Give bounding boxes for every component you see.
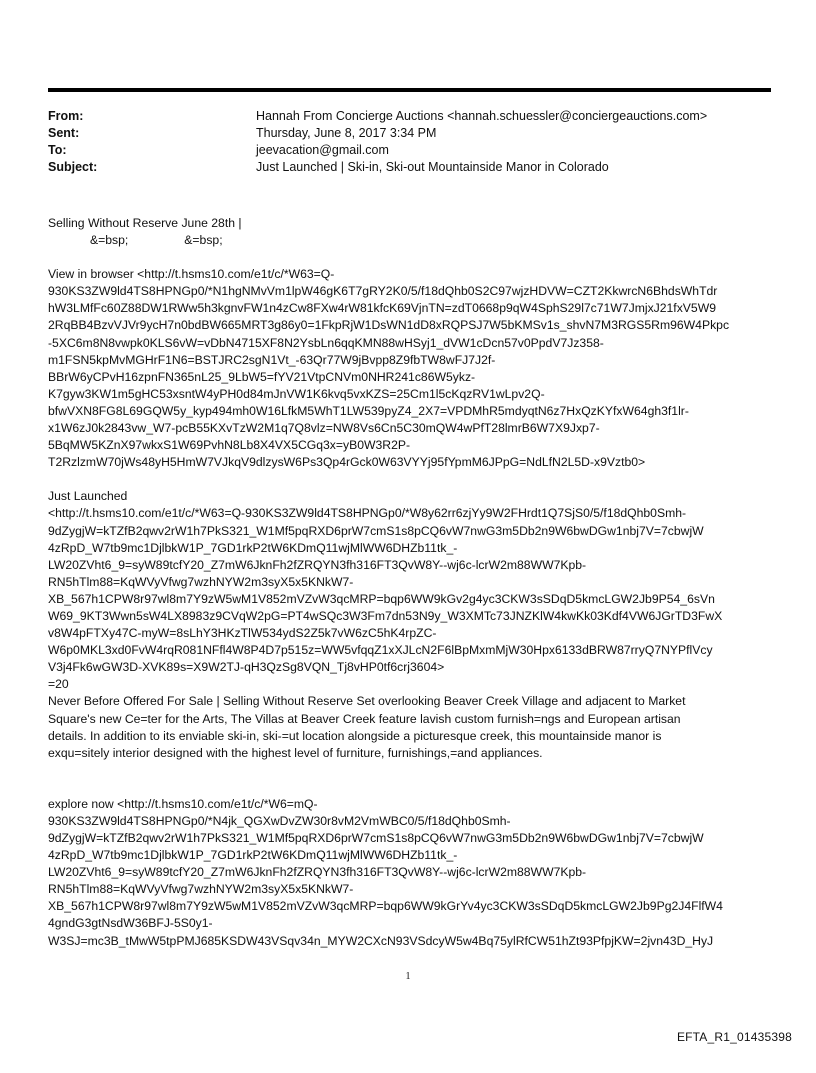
link-line: 4zRpD_W7tb9mc1DjlbkW1P_7GD1rkP2tW6KDmQ11wjMlWW6DHZb11tk_- bbox=[48, 848, 458, 863]
link-line: 930KS3ZW9ld4TS8HPNGp0/*N1hgNMvVm1lpW46gK6T7gRY2K0/5/f18dQhb0S2C97wjzHDVW=CZT2KkwrcN6BhdsWhTdr bbox=[48, 284, 718, 299]
link-line: 4gndG3gtNsdW36BFJ-5S0y1- bbox=[48, 916, 213, 931]
description-line: details. In addition to its enviable ski-in, ski-=ut location alongside a picturesque creek, this mountainside manor is bbox=[48, 728, 662, 743]
link-line: LW20ZVht6_9=syW89tcfY20_Z7mW6JknFh2fZRQYN3fh316FT3QvW8Y--wj6c-lcrW2m88WW7Kpb- bbox=[48, 865, 587, 880]
link-line: RN5hTlm88=KqWVyVfwg7wzhNYW2m3syX5x5KNkW7- bbox=[48, 574, 354, 589]
link-line: v8W4pFTXy47C-myW=8sLhY3HKzTlW534ydS2Z5k7vW6zC5hK4rpZC- bbox=[48, 626, 437, 641]
page-number: 1 bbox=[405, 971, 411, 982]
description-line: Never Before Offered For Sale | Selling Without Reserve Set overlooking Beaver Creek Village and adjacent to Market bbox=[48, 694, 686, 709]
link-line: x1W6zJ0k2843vw_W7-pcB55KXvTzW2M1q7Q8vlz=NW8Vs6Cn5C30mQW4wPfT28lmrB6W7X9Jxp7- bbox=[48, 421, 600, 436]
header-from-row bbox=[48, 108, 771, 125]
subject-label: Subject: bbox=[48, 160, 98, 174]
view-in-browser-link[interactable] bbox=[48, 266, 773, 471]
nbsp-entity-1: &=bsp; bbox=[90, 233, 129, 248]
sent-value: Thursday, June 8, 2017 3:34 PM bbox=[256, 126, 437, 140]
link-line: explore now <http://t.hsms10.com/e1t/c/*W6=mQ- bbox=[48, 796, 318, 811]
link-line: W6p0MKL3xd0FvW4rqR081NFfl4W8P4D7p515z=WW5vfqqZ1xXJLcN2F6lBpMxmMjW30Hpx6133dBRW87rryQ7NYPflVcy bbox=[48, 643, 713, 658]
link-line: bfwVXN8FG8L69GQW5y_kyp494mh0W16LfkM5WhT1LW539pyZ4_2X7=VPDMhR5mdyqtN6z7HxQzKYfxW64gh3f1lr- bbox=[48, 403, 689, 418]
link-line: -5XC6m8N8vwpk0KLS6vW=vDbN4715XF8N2YsbLn6qqKMN88wHSyj1_dVW1cDcn57v0PpdV7Jz358- bbox=[48, 335, 604, 350]
description-line: exqu=sitely interior designed with the highest level of furniture, furnishings,=and appliances. bbox=[48, 745, 543, 760]
email-header bbox=[48, 108, 771, 176]
just-launched-heading: Just Launched bbox=[48, 489, 128, 504]
link-line: View in browser <http://t.hsms10.com/e1t/c/*W63=Q- bbox=[48, 267, 335, 282]
to-label: To: bbox=[48, 143, 67, 157]
link-line: XB_567h1CPW8r97wl8m7Y9zW5wM1V852mVZvW3qcMRP=bqp6WW9kGrYv4yc3CKW3sSDqD5kmcLGW2Jb9Pg2J4FlfW4 bbox=[48, 899, 723, 914]
property-description bbox=[48, 693, 773, 761]
header-subject-row bbox=[48, 159, 771, 176]
link-line: 2RqBB4BzvVJVr9ycH7n0bdBW665MRT3g86y0=1FkpRjW1DsWN1dD8xRQPSJ7W5bKMSv1s_shvN7M3RGS5Rm96W4Pkpc bbox=[48, 318, 730, 333]
header-top-rule bbox=[48, 88, 771, 92]
description-line: Square's new Ce=ter for the Arts, The Villas at Beaver Creek feature lavish custom furnish=ngs and European artisan bbox=[48, 711, 681, 726]
explore-now-link[interactable] bbox=[48, 796, 773, 950]
preheader-line: Selling Without Reserve June 28th | bbox=[48, 216, 242, 230]
link-line: =20 bbox=[48, 677, 69, 692]
nbsp-entity-2: &=bsp; bbox=[184, 233, 223, 248]
preheader-nbsp-line bbox=[48, 232, 773, 249]
link-line: V3j4Fk6wGW3D-XVK89s=X9W2TJ-qH3QzSg8VQN_Tj8vHP0tf6crj3604> bbox=[48, 660, 445, 675]
link-line: XB_567h1CPW8r97wl8m7Y9zW5wM1V852mVZvW3qcMRP=bqp6WW9kGv2g4yc3CKW3sSDqD5kmcLGW2Jb9P54_6sVn bbox=[48, 591, 715, 606]
link-line: 930KS3ZW9ld4TS8HPNGp0/*N4jk_QGXwDvZW30r8vM2VmWBC0/5/f18dQhb0Smh- bbox=[48, 813, 511, 828]
header-to-row bbox=[48, 142, 771, 159]
link-line: 5BqMW5KZnX97wkxS1W69PvhN8Lb8X4VX5CGq3x=yB0W3R2P- bbox=[48, 438, 411, 453]
link-line: W3SJ=mc3B_tMwW5tpPMJ685KSDW43VSqv34n_MYW2CXcN93VSdcyW5w4Bq75ylRfCW51hZt93PfpjKW=2jvn43D_HyJ bbox=[48, 933, 714, 948]
link-line: <http://t.hsms10.com/e1t/c/*W63=Q-930KS3ZW9ld4TS8HPNGp0/*W8y62rr6zjYy9W2FHrdt1Q7SjS0/5/f18dQhb0Smh- bbox=[48, 506, 687, 521]
just-launched-link[interactable] bbox=[48, 505, 773, 693]
link-line: T2RzlzmW70jWs48yH5HmW7VJkqV9dlzysW6Ps3Qp4rGck0W63VYYj95fYpmM6JPpG=NdLfN2L5D-x9Vztb0> bbox=[48, 455, 646, 470]
link-line: 9dZygjW=kTZfB2qwv2rW1h7PkS321_W1Mf5pqRXD6prW7cmS1s8pCQ6vW7nwG3m5Db2n9W6bwDGw1nbj7V=7cbwjW bbox=[48, 831, 704, 845]
link-line: 9dZygjW=kTZfB2qwv2rW1h7PkS321_W1Mf5pqRXD6prW7cmS1s8pCQ6vW7nwG3m5Db2n9W6bwDGw1nbj7V=7cbwjW bbox=[48, 523, 704, 538]
email-body bbox=[48, 215, 773, 950]
from-value: Hannah From Concierge Auctions <hannah.schuessler@conciergeauctions.com> bbox=[256, 109, 708, 123]
link-line: K7gyw3KW1m5gHC53xsntW4yPH0d84mJnVW1K6kvq5vxKZS=25Cm1l5cKqzRV1wLpv2Q- bbox=[48, 386, 545, 401]
document-id: EFTA_R1_01435398 bbox=[676, 1030, 792, 1044]
link-line: hW3LMfFc60Z88DW1RWw5h3kgnvFW1n4zCw8FXw4rW81kfcK69VjnTN=zdT0668p9qW4SphS29l7c71W7JmjxJ21fxV5W9 bbox=[48, 301, 716, 316]
subject-value: Just Launched | Ski-in, Ski-out Mountainside Manor in Colorado bbox=[256, 160, 609, 174]
header-sent-row bbox=[48, 125, 771, 142]
link-line: W69_9KT3Wwn5sW4LX8983z9CVqW2pG=PT4wSQc3W3Fm7dn53N9y_W3XMTc73JNZKlW4kwKk03Kdf4VW6JGrTD3FwX bbox=[48, 608, 723, 623]
link-line: LW20ZVht6_9=syW89tcfY20_Z7mW6JknFh2fZRQYN3fh316FT3QvW8Y--wj6c-lcrW2m88WW7Kpb- bbox=[48, 557, 587, 572]
link-line: 4zRpD_W7tb9mc1DjlbkW1P_7GD1rkP2tW6KDmQ11wjMlWW6DHZb11tk_- bbox=[48, 540, 458, 555]
link-line: RN5hTlm88=KqWVyVfwg7wzhNYW2m3syX5x5KNkW7- bbox=[48, 882, 354, 897]
from-label: From: bbox=[48, 109, 84, 123]
link-line: BBrW6yCPvH16zpnFN365nL25_9LbW5=fYV21VtpCNVm0NHR241c86W5ykz- bbox=[48, 369, 476, 384]
to-value: jeevacation@gmail.com bbox=[256, 143, 389, 157]
link-line: m1FSN5kpMvMGHrF1N6=BSTJRC2sgN1Vt_-63Qr77W9jBvpp8Z9fbTW8wFJ7J2f- bbox=[48, 352, 496, 367]
sent-label: Sent: bbox=[48, 126, 80, 140]
